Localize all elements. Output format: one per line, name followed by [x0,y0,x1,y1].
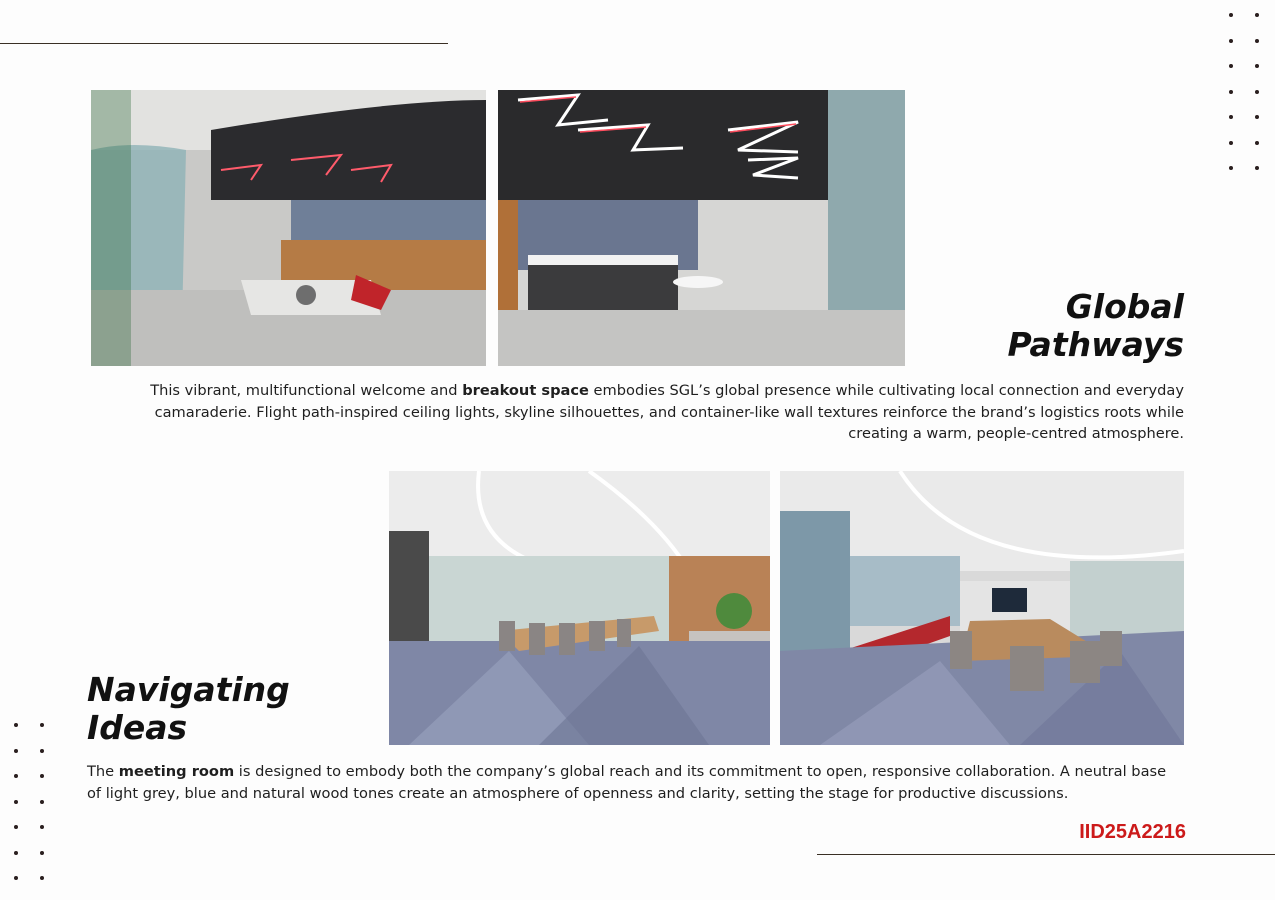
breakout-space-photo-1 [91,90,486,366]
heading-line: Pathways [1007,325,1184,364]
breakout-space-photo-2 [498,90,905,366]
description-text: is designed to embody both the company’s global reach and its commitment to open, responsive collaboration. A neutral base of light grey, blue and natural wood tones create an atmosphere of openness and clarity, setting the stage for productive discussions. [87,763,1167,802]
description-text: The [87,763,119,780]
breakout-space-description [95,380,1184,445]
bottom-rule [817,854,1275,855]
meeting-room-photo-2 [780,471,1184,745]
meeting-room-description [87,761,1184,804]
meeting-room-photo-1 [389,471,770,745]
description-text: This vibrant, multifunctional welcome and [150,382,463,399]
global-pathways-heading [1007,288,1184,364]
navigating-ideas-heading [87,671,290,747]
description-emphasis: meeting room [118,763,235,780]
heading-line: Ideas [87,708,188,747]
heading-line: Global [1065,287,1184,326]
description-text: embodies SGL’s global presence while cultivating local connection and everyday camaraderie. Flight path-inspired ceiling lights, skyline silhouettes, and container-like wall textures reinforce the brand’s logistics roots while creating a warm, people-centred atmosphere. [154,382,1184,442]
project-code: IID25A2216 [1079,821,1186,843]
description-emphasis: breakout space [462,382,589,399]
top-rule [0,43,448,44]
dot-grid-top-right [1229,13,1259,170]
dot-grid-bottom-left [14,723,44,880]
heading-line: Navigating [87,670,290,709]
